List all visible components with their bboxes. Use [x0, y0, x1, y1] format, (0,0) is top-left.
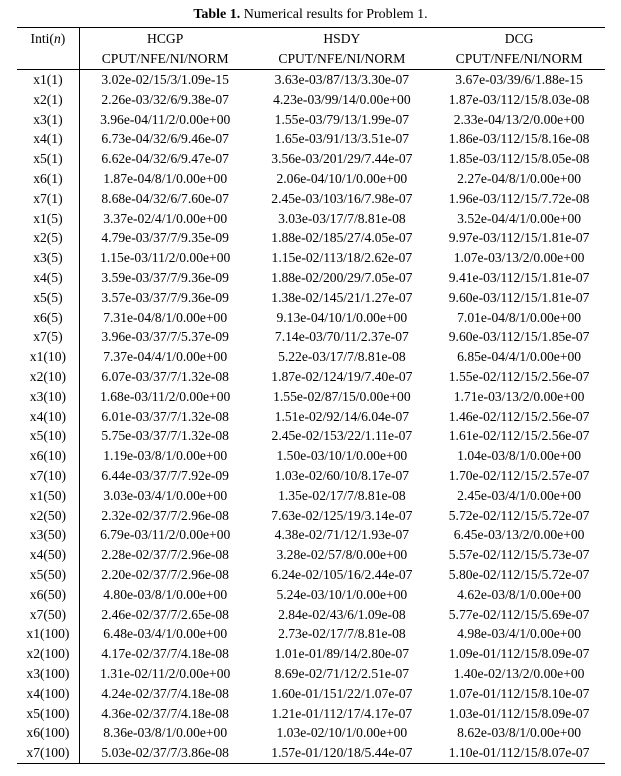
cell-hcgp: 8.68e-04/32/6/7.60e-07 [101, 190, 229, 206]
cell-dcg: 5.80e-02/112/15/5.72e-07 [448, 566, 590, 582]
cell-hcgp: 8.36e-03/8/1/0.00e+00 [103, 725, 228, 741]
table-row [17, 624, 605, 644]
cell-dcg: 1.55e-02/112/15/2.56e-07 [448, 368, 590, 384]
header-method-hcgp: HCGP [147, 31, 184, 46]
table-body [17, 70, 605, 764]
cell-init: x6(1) [17, 169, 79, 189]
cell-dcg: 6.45e-03/13/2/0.00e+00 [453, 527, 585, 543]
cell-hsdy: 2.06e-04/10/1/0.00e+00 [276, 170, 408, 186]
header-sub-dcg: CPUT/NFE/NI/NORM [455, 51, 583, 66]
cell-hsdy: 3.28e-02/57/8/0.00e+00 [276, 547, 408, 563]
cell-dcg: 3.52e-04/4/1/0.00e+00 [457, 210, 582, 226]
table-row [17, 248, 605, 268]
cell-hsdy: 1.55e-02/87/15/0.00e+00 [273, 388, 411, 404]
cell-init: x3(5) [17, 248, 79, 268]
cell-dcg: 9.41e-03/112/15/1.81e-07 [448, 269, 590, 285]
cell-init: x1(10) [17, 347, 79, 367]
cell-hsdy: 3.56e-03/201/29/7.44e-07 [271, 151, 413, 167]
table-row [17, 525, 605, 545]
table-caption [0, 6, 621, 24]
cell-hcgp: 3.96e-04/11/2/0.00e+00 [100, 111, 231, 127]
cell-init: x2(1) [17, 90, 79, 110]
table-row [17, 644, 605, 664]
cell-hcgp: 3.96e-03/37/7/5.37e-09 [101, 329, 229, 345]
cell-dcg: 1.86e-03/112/15/8.16e-08 [448, 131, 590, 147]
table-row [17, 308, 605, 328]
cell-init: x4(5) [17, 268, 79, 288]
cell-hcgp: 3.37e-02/4/1/0.00e+00 [103, 210, 228, 226]
cell-init: x1(5) [17, 209, 79, 229]
cell-init: x6(10) [17, 446, 79, 466]
header-method-dcg: DCG [504, 31, 534, 46]
cell-dcg: 2.45e-03/4/1/0.00e+00 [457, 487, 582, 503]
table-row [17, 110, 605, 130]
cell-init: x3(100) [17, 664, 79, 684]
cell-hcgp: 4.36e-02/37/7/4.18e-08 [101, 705, 229, 721]
cell-hcgp: 3.57e-03/37/7/9.36e-09 [101, 289, 229, 305]
cell-init: x7(10) [17, 466, 79, 486]
cell-init: x5(100) [17, 704, 79, 724]
table-caption-text: Numerical results for Problem 1. [240, 7, 428, 22]
cell-dcg: 1.40e-02/13/2/0.00e+00 [453, 665, 585, 681]
cell-hsdy: 1.03e-02/10/1/0.00e+00 [276, 725, 408, 741]
cell-init: x6(5) [17, 308, 79, 328]
cell-dcg: 5.57e-02/112/15/5.73e-07 [448, 547, 590, 563]
cell-dcg: 5.77e-02/112/15/5.69e-07 [448, 606, 590, 622]
cell-dcg: 1.10e-01/112/15/8.07e-07 [448, 745, 590, 761]
table-row [17, 723, 605, 743]
table-row [17, 585, 605, 605]
table-row [17, 209, 605, 229]
table-row [17, 407, 605, 427]
header-method-hsdy: HSDY [323, 31, 361, 46]
cell-dcg: 1.85e-03/112/15/8.05e-08 [448, 151, 590, 167]
cell-hcgp: 6.01e-03/37/7/1.32e-08 [101, 408, 229, 424]
cell-hcgp: 2.26e-03/32/6/9.38e-07 [101, 91, 229, 107]
cell-hsdy: 8.69e-02/71/12/2.51e-07 [274, 665, 410, 681]
cell-init: x6(50) [17, 585, 79, 605]
cell-hsdy: 1.38e-02/145/21/1.27e-07 [271, 289, 413, 305]
table-row [17, 684, 605, 704]
table-row [17, 387, 605, 407]
cell-hsdy: 1.01e-01/89/14/2.80e-07 [274, 646, 410, 662]
cell-hsdy: 5.22e-03/17/7/8.81e-08 [278, 349, 406, 365]
cell-hsdy: 4.23e-03/99/14/0.00e+00 [273, 91, 411, 107]
cell-hcgp: 2.32e-02/37/7/2.96e-08 [101, 507, 229, 523]
cell-dcg: 8.62e-03/8/1/0.00e+00 [457, 725, 582, 741]
cell-hsdy: 7.63e-02/125/19/3.14e-07 [271, 507, 413, 523]
table-row [17, 70, 605, 90]
cell-hcgp: 7.37e-04/4/1/0.00e+00 [103, 349, 228, 365]
table-row [17, 149, 605, 169]
results-table [17, 27, 605, 764]
cell-dcg: 1.61e-02/112/15/2.56e-07 [448, 428, 590, 444]
cell-dcg: 1.07e-01/112/15/8.10e-07 [448, 685, 590, 701]
table-row [17, 90, 605, 110]
cell-hsdy: 2.45e-02/153/22/1.11e-07 [271, 428, 413, 444]
table-row [17, 605, 605, 625]
cell-hcgp: 1.87e-04/8/1/0.00e+00 [103, 170, 228, 186]
cell-init: x5(10) [17, 426, 79, 446]
cell-hsdy: 2.84e-02/43/6/1.09e-08 [278, 606, 406, 622]
cell-dcg: 9.60e-03/112/15/1.81e-07 [448, 289, 590, 305]
cell-hsdy: 1.35e-02/17/7/8.81e-08 [278, 487, 406, 503]
cell-dcg: 1.46e-02/112/15/2.56e-07 [448, 408, 590, 424]
table-row [17, 446, 605, 466]
cell-init: x2(50) [17, 506, 79, 526]
cell-dcg: 3.67e-03/39/6/1.88e-15 [455, 72, 583, 87]
cell-init: x7(1) [17, 189, 79, 209]
cell-hcgp: 6.62e-04/32/6/9.47e-07 [101, 151, 229, 167]
table-row [17, 506, 605, 526]
cell-dcg: 1.03e-01/112/15/8.09e-07 [448, 705, 590, 721]
cell-init: x1(1) [17, 70, 79, 90]
cell-dcg: 5.72e-02/112/15/5.72e-07 [448, 507, 590, 523]
cell-dcg: 9.60e-03/112/15/1.85e-07 [448, 329, 590, 345]
table-row [17, 704, 605, 724]
cell-hsdy: 5.24e-03/10/1/0.00e+00 [276, 586, 408, 602]
cell-hcgp: 6.07e-03/37/7/1.32e-08 [101, 368, 229, 384]
cell-dcg: 4.98e-03/4/1/0.00e+00 [457, 626, 582, 642]
table-row [17, 367, 605, 387]
table-row [17, 743, 605, 763]
cell-hsdy: 1.88e-02/185/27/4.05e-07 [271, 230, 413, 246]
cell-dcg: 1.70e-02/112/15/2.57e-07 [448, 467, 590, 483]
table-row [17, 347, 605, 367]
table-row [17, 545, 605, 565]
cell-hcgp: 2.28e-02/37/7/2.96e-08 [101, 547, 229, 563]
cell-hcgp: 1.19e-03/8/1/0.00e+00 [103, 448, 228, 464]
cell-dcg: 9.97e-03/112/15/1.81e-07 [448, 230, 590, 246]
cell-init: x4(50) [17, 545, 79, 565]
table-row [17, 228, 605, 248]
table-row [17, 426, 605, 446]
cell-dcg: 1.96e-03/112/15/7.72e-08 [448, 190, 590, 206]
cell-init: x7(50) [17, 605, 79, 625]
table-row [17, 486, 605, 506]
cell-dcg: 1.07e-03/13/2/0.00e+00 [453, 250, 585, 266]
cell-hcgp: 2.20e-02/37/7/2.96e-08 [101, 566, 229, 582]
cell-hcgp: 4.80e-03/8/1/0.00e+00 [103, 586, 228, 602]
cell-hsdy: 9.13e-04/10/1/0.00e+00 [276, 309, 408, 325]
cell-dcg: 1.71e-03/13/2/0.00e+00 [453, 388, 585, 404]
table-row [17, 288, 605, 308]
cell-hcgp: 5.03e-02/37/7/3.86e-08 [101, 745, 229, 761]
cell-hsdy: 1.15e-02/113/18/2.62e-07 [271, 250, 413, 266]
cell-init: x1(100) [17, 624, 79, 644]
cell-hsdy: 1.21e-01/112/17/4.17e-07 [271, 705, 413, 721]
cell-dcg: 4.62e-03/8/1/0.00e+00 [457, 586, 582, 602]
cell-init: x3(1) [17, 110, 79, 130]
table-caption-label: Table 1. [193, 7, 241, 22]
table-row [17, 466, 605, 486]
cell-init: x3(10) [17, 387, 79, 407]
cell-hsdy: 2.45e-03/103/16/7.98e-07 [271, 190, 413, 206]
cell-init: x3(50) [17, 525, 79, 545]
cell-init: x5(50) [17, 565, 79, 585]
cell-init: x6(100) [17, 723, 79, 743]
cell-init: x7(100) [17, 743, 79, 763]
cell-init: x2(100) [17, 644, 79, 664]
cell-dcg: 2.27e-04/8/1/0.00e+00 [457, 170, 582, 186]
cell-hcgp: 7.31e-04/8/1/0.00e+00 [103, 309, 228, 325]
header-init-blank [17, 49, 79, 70]
cell-init: x4(1) [17, 129, 79, 149]
cell-hsdy: 3.63e-03/87/13/3.30e-07 [274, 72, 410, 87]
cell-hcgp: 1.31e-02/11/2/0.00e+00 [100, 665, 231, 681]
cell-hsdy: 1.60e-01/151/22/1.07e-07 [271, 685, 413, 701]
cell-hsdy: 1.50e-03/10/1/0.00e+00 [276, 448, 408, 464]
cell-dcg: 1.87e-03/112/15/8.03e-08 [448, 91, 590, 107]
cell-hcgp: 5.75e-03/37/7/1.32e-08 [101, 428, 229, 444]
cell-hcgp: 6.79e-03/11/2/0.00e+00 [100, 527, 231, 543]
cell-hcgp: 4.17e-02/37/7/4.18e-08 [101, 646, 229, 662]
cell-hsdy: 7.14e-03/70/11/2.37e-07 [274, 329, 409, 345]
table-row [17, 664, 605, 684]
cell-hcgp: 4.24e-02/37/7/4.18e-08 [101, 685, 229, 701]
cell-hcgp: 3.03e-03/4/1/0.00e+00 [103, 487, 228, 503]
cell-dcg: 7.01e-04/8/1/0.00e+00 [457, 309, 582, 325]
cell-hcgp: 2.46e-02/37/7/2.65e-08 [101, 606, 229, 622]
cell-hcgp: 6.48e-03/4/1/0.00e+00 [103, 626, 228, 642]
header-sub-hsdy: CPUT/NFE/NI/NORM [278, 51, 406, 66]
header-init: Inti(n) [17, 28, 79, 50]
cell-hsdy: 1.51e-02/92/14/6.04e-07 [274, 408, 410, 424]
cell-hsdy: 1.88e-02/200/29/7.05e-07 [271, 269, 413, 285]
cell-init: x2(10) [17, 367, 79, 387]
cell-hsdy: 3.03e-03/17/7/8.81e-08 [278, 210, 406, 226]
table-row [17, 169, 605, 189]
cell-init: x2(5) [17, 228, 79, 248]
cell-init: x4(100) [17, 684, 79, 704]
table-row [17, 327, 605, 347]
cell-hsdy: 1.65e-03/91/13/3.51e-07 [274, 131, 410, 147]
table-row [17, 129, 605, 149]
cell-init: x4(10) [17, 407, 79, 427]
cell-hcgp: 6.73e-04/32/6/9.46e-07 [101, 131, 229, 147]
cell-dcg: 6.85e-04/4/1/0.00e+00 [457, 349, 582, 365]
table-row [17, 189, 605, 209]
cell-init: x7(5) [17, 327, 79, 347]
cell-hcgp: 6.44e-03/37/7/7.92e-09 [101, 467, 229, 483]
cell-init: x1(50) [17, 486, 79, 506]
cell-hcgp: 1.15e-03/11/2/0.00e+00 [100, 250, 231, 266]
cell-hcgp: 3.59e-03/37/7/9.36e-09 [101, 269, 229, 285]
cell-hsdy: 1.57e-01/120/18/5.44e-07 [271, 745, 413, 761]
cell-hsdy: 1.03e-02/60/10/8.17e-07 [274, 467, 410, 483]
header-sub-hcgp: CPUT/NFE/NI/NORM [101, 51, 229, 66]
table-row [17, 268, 605, 288]
cell-hcgp: 3.02e-02/15/3/1.09e-15 [101, 72, 229, 87]
cell-dcg: 1.04e-03/8/1/0.00e+00 [457, 448, 582, 464]
cell-hsdy: 1.87e-02/124/19/7.40e-07 [271, 368, 413, 384]
cell-dcg: 1.09e-01/112/15/8.09e-07 [448, 646, 590, 662]
table-row [17, 565, 605, 585]
cell-hsdy: 6.24e-02/105/16/2.44e-07 [271, 566, 413, 582]
cell-dcg: 2.33e-04/13/2/0.00e+00 [453, 111, 585, 127]
cell-hsdy: 2.73e-02/17/7/8.81e-08 [278, 626, 406, 642]
cell-init: x5(1) [17, 149, 79, 169]
cell-init: x5(5) [17, 288, 79, 308]
cell-hsdy: 4.38e-02/71/12/1.93e-07 [274, 527, 410, 543]
cell-hcgp: 4.79e-03/37/7/9.35e-09 [101, 230, 229, 246]
cell-hcgp: 1.68e-03/11/2/0.00e+00 [100, 388, 231, 404]
cell-hsdy: 1.55e-03/79/13/1.99e-07 [274, 111, 410, 127]
